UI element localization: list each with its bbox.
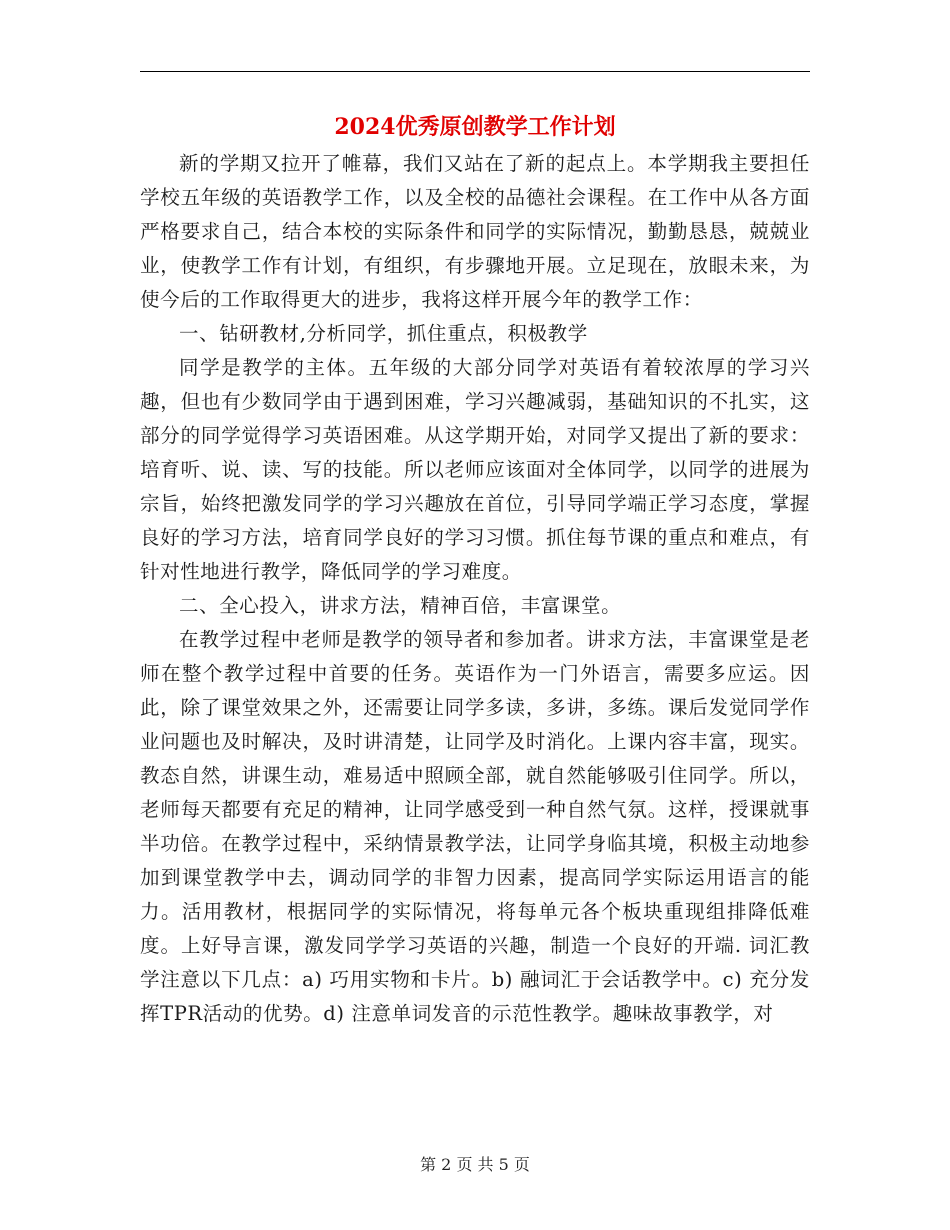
intro-paragraph: 新的学期又拉开了帷幕，我们又站在了新的起点上。本学期我主要担任学校五年级的英语教学工作，以及全校的品德社会课程。在工作中从各方面严格要求自己，结合本校的实际条件和同学的实际情况，勤勤恳恳，兢兢业业，使教学工作有计划，有组织，有步骤地开展。立足现在，放眼未来，为使今后的工作取得更大的进步，我将这样开展今年的教学工作： — [140, 152, 810, 311]
section-heading-2: 二、全心投入，讲求方法，精神百倍，丰富课堂。 — [179, 594, 622, 617]
section-heading-1: 一、钻研教材,分析同学，抓住重点，积极教学 — [179, 322, 588, 345]
page-footer — [0, 1153, 950, 1177]
header-rule — [140, 71, 810, 72]
section-2-paragraph: 在教学过程中老师是教学的领导者和参加者。讲求方法，丰富课堂是老师在整个教学过程中首要的任务。英语作为一门外语言，需要多应运。因此，除了课堂效果之外，还需要让同学多读，多讲，多练。课后发觉同学作业问题也及时解决，及时讲清楚，让同学及时消化。上课内容丰富，现实。教态自然，讲课生动，难易适中照顾全部，就自然能够吸引住同学。所以，老师每天都要有充足的精神，让同学感受到一种自然气氛。这样，授课就事半功倍。在教学过程中，采纳情景教学法，让同学身临其境，积极主动地参加到课堂教学中去，调动同学的非智力因素，提高同学实际运用语言的能力。活用教材，根据同学的实际情况，将每单元各个板块重现组排降低难度。上好导言课，激发同学学习英语的兴趣，制造一个良好的开端. 词汇教学注意以下几点：a) 巧用实物和卡片。b) 融词汇于会话教学中。c) 充分发挥TPR活动的优势。d) 注意单词发音的示范性教学。趣味故事教学，对 — [140, 628, 810, 1025]
section-1-paragraph: 同学是教学的主体。五年级的大部分同学对英语有着较浓厚的学习兴趣，但也有少数同学由于遇到困难，学习兴趣减弱，基础知识的不扎实，这部分的同学觉得学习英语困难。从这学期开始，对同学又提出了新的要求：培育听、说、读、写的技能。所以老师应该面对全体同学，以同学的进展为宗旨，始终把激发同学的学习兴趣放在首位，引导同学端正学习态度，掌握良好的学习方法，培育同学良好的学习习惯。抓住每节课的重点和难点，有针对性地进行教学，降低同学的学习难度。 — [140, 356, 810, 583]
document-body — [140, 147, 810, 1031]
page-number: 第 2 页 共 5 页 — [420, 1155, 530, 1174]
document-title: 2024优秀原创教学工作计划 — [334, 114, 616, 140]
